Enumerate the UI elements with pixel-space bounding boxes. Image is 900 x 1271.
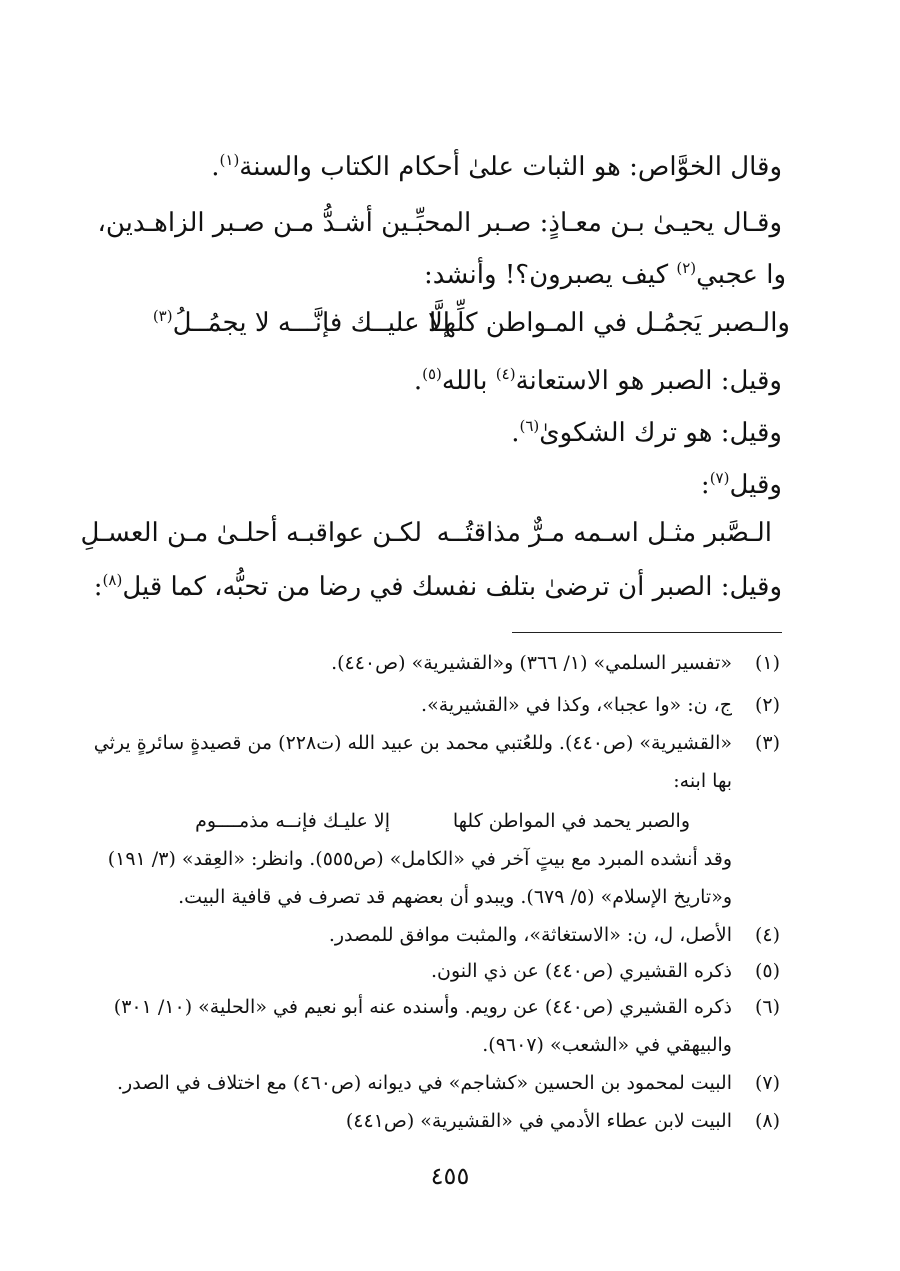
footnote-number: (٣) (754, 732, 780, 754)
footnote-separator (512, 632, 782, 633)
footnote-text: الأصل، ل، ن: «الاستغاثة»، والمثبت موافق للمصدر. (328, 924, 732, 946)
verse-1 (0, 306, 900, 342)
footnote-ref: (٢) (676, 259, 697, 277)
body-text: وقال الخوَّاص: هو الثبات علىٰ أحكام الكتاب والسنة (239, 152, 782, 182)
verse-1-second-hemistich (153, 306, 450, 340)
body-text: وقيل: الصبر أن ترضىٰ بتلف نفسك في رضا من تحبُّه، كما قيل (122, 572, 782, 602)
verse-2 (0, 516, 900, 552)
footnote-ref: (٦) (519, 417, 540, 435)
footnote-text: البيت لمحمود بن الحسين «كشاجم» في ديوانه (ص٤٦٠) مع اختلاف في الصدر. (117, 1072, 732, 1094)
footnote-verse-first-hemistich: والصبر يحمد في المواطن كلها (452, 810, 690, 832)
body-text: وقيل: هو ترك الشكوىٰ (539, 418, 782, 448)
body-paragraph-4 (511, 416, 782, 450)
footnote-ref: (١) (219, 151, 240, 169)
footnote-text: وقد أنشده المبرد مع بيتٍ آخر في «الكامل» (ص٥٥٥). وانظر: «العِقد» (٣/ ١٩١) (107, 848, 732, 870)
footnote-text: و«تاريخ الإسلام» (٥/ ٦٧٩). ويبدو أن بعضهم قد تصرف في قافية البيت. (178, 886, 732, 908)
footnote-ref: (٨) (102, 571, 123, 589)
footnote-number: (٢) (754, 694, 780, 716)
footnote-number: (٧) (754, 1072, 780, 1094)
body-text: وقـال يحيـىٰ بـن معـاذٍ: صـبر المحبِّـين أشـدُّ مـن صـبر الزاهـدين، (97, 208, 782, 238)
punctuation: . (211, 152, 220, 182)
footnote-ref: (٧) (709, 469, 730, 487)
verse-2-first-hemistich: الـصَّبر مثـل اسـمه مـرٌّ مذاقتُــه (436, 518, 772, 548)
body-paragraph-2-line-1 (97, 206, 782, 240)
body-text: بالله (441, 366, 496, 396)
body-paragraph-6 (94, 570, 782, 604)
body-text: وقيل: الصبر هو الاستعانة (515, 366, 782, 396)
footnote-text: «القشيرية» (ص٤٤٠). وللعُتبي محمد بن عبيد الله (ت٢٢٨) من قصيدةٍ سائرةٍ يرثي (93, 732, 732, 754)
footnote-number: (٥) (754, 960, 780, 982)
footnote-text: ذكره القشيري (ص٤٤٠) عن رويم. وأسنده عنه أبو نعيم في «الحلية» (١٠/ ٣٠١) (113, 996, 732, 1018)
footnote-number: (٦) (754, 996, 780, 1018)
verse-2-second-hemistich: لكـن عواقبـه أحلـىٰ مـن العسـلِ (80, 518, 422, 548)
page-number: ٤٥٥ (430, 1162, 470, 1190)
body-paragraph-5 (701, 468, 782, 502)
footnote-number: (٨) (754, 1110, 780, 1132)
footnote-text: «تفسير السلمي» (١/ ٣٦٦) و«القشيرية» (ص٤٤٠). (331, 652, 732, 674)
punctuation: . (413, 366, 423, 396)
footnote-text: ج، ن: «وا عجبا»، وكذا في «القشيرية». (421, 694, 732, 716)
footnote-text: ذكره القشيري (ص٤٤٠) عن ذي النون. (430, 960, 732, 982)
punctuation: . (511, 418, 520, 448)
body-paragraph-1 (211, 150, 782, 184)
footnote-text: بها ابنه: (673, 770, 732, 792)
footnote-ref: (٥) (422, 365, 442, 383)
body-text: وقيل (729, 470, 782, 500)
punctuation: : (93, 572, 103, 602)
footnote-ref: (٤) (495, 365, 516, 383)
verse-1-first-hemistich: والـصبر يَجمُـل في المـواطن كلِّهـا (428, 308, 790, 338)
footnote-text: والبيهقي في «الشعب» (٩٦٠٧). (482, 1034, 732, 1056)
verse-text: إلَّا عليــك فإنَّـــه لا يجمُــلُ (172, 308, 450, 338)
footnote-3-verse (0, 808, 900, 836)
footnote-text: البيت لابن عطاء الأدمي في «القشيرية» (ص٤٤١) (345, 1110, 732, 1132)
footnote-number: (٤) (754, 924, 780, 946)
body-text: وا عجبي (696, 260, 786, 290)
punctuation: : (700, 470, 710, 500)
footnote-ref: (٣) (152, 307, 173, 325)
footnote-number: (١) (754, 652, 780, 674)
footnote-verse-second-hemistich: إلا عليـك فإنــه مذمــــوم (195, 810, 390, 832)
body-paragraph-3 (414, 364, 782, 398)
body-text: كيف يصبرون؟! وأنشد: (423, 260, 677, 290)
body-paragraph-2-line-2 (424, 258, 786, 292)
